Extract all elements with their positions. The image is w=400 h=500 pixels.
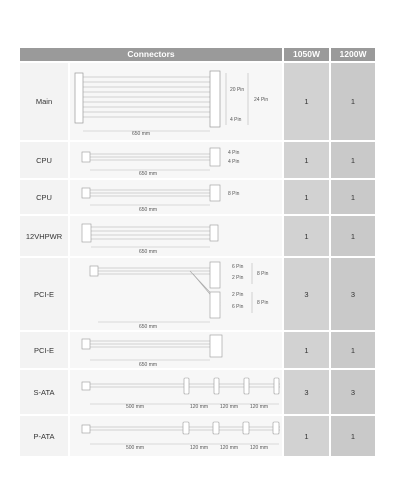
pcie-single-cable-svg — [70, 332, 282, 368]
pin-label: 2 Pin — [232, 292, 244, 298]
count-1050w: 1 — [284, 332, 329, 368]
cable-diagram — [70, 180, 282, 214]
cable-diagram — [70, 416, 282, 456]
pin-label: 4 Pin — [228, 159, 240, 165]
segment-label: 120 mm — [190, 445, 209, 451]
pin-label: 4 Pin — [228, 150, 240, 156]
row-label: CPU — [20, 180, 68, 214]
length-label: 650 mm — [132, 131, 151, 137]
count-1200w: 1 — [331, 416, 375, 456]
row-main — [20, 63, 375, 140]
length-label: 650 mm — [139, 171, 158, 177]
count-1200w: 1 — [331, 63, 375, 140]
pin-label: 2 Pin — [232, 275, 244, 281]
pin-label: 6 Pin — [232, 264, 244, 270]
header-1050w: 1050W — [284, 48, 329, 61]
total-pin-label: 24 Pin — [254, 97, 269, 103]
cable-diagram — [70, 63, 282, 140]
count-1200w: 1 — [331, 216, 375, 256]
cable-diagram — [70, 142, 282, 178]
count-1200w: 1 — [331, 332, 375, 368]
connector-right — [210, 71, 220, 127]
segment-label: 120 mm — [220, 404, 239, 410]
connector-left — [75, 73, 83, 123]
row-label: 12VHPWR — [20, 216, 68, 256]
count-1200w: 1 — [331, 142, 375, 178]
count-1050w: 1 — [284, 180, 329, 214]
cable-diagram — [70, 258, 282, 330]
row-cpu-4-4 — [20, 142, 375, 178]
count-1050w: 1 — [284, 216, 329, 256]
segment-label: 120 mm — [250, 445, 269, 451]
12vhpwr-cable-svg — [70, 216, 282, 256]
count-1050w: 1 — [284, 63, 329, 140]
row-label: P-ATA — [20, 416, 68, 456]
segment-label: 500 mm — [126, 404, 145, 410]
count-1200w: 1 — [331, 180, 375, 214]
length-label: 650 mm — [139, 207, 158, 213]
count-1050w: 3 — [284, 370, 329, 414]
row-cpu-8 — [20, 180, 375, 214]
length-label: 650 mm — [139, 324, 158, 330]
segment-label: 120 mm — [190, 404, 209, 410]
count-1050w: 3 — [284, 258, 329, 330]
segment-label: 120 mm — [250, 404, 269, 410]
row-label: PCI-E — [20, 332, 68, 368]
cpu-cable-svg — [70, 142, 282, 178]
cable-diagram — [70, 370, 282, 414]
sata-cable-svg — [70, 370, 282, 414]
group-label: 8 Pin — [257, 271, 269, 277]
count-1200w: 3 — [331, 258, 375, 330]
header-connectors: Connectors — [20, 48, 282, 61]
row-pcie-single — [20, 332, 375, 368]
row-label: PCI-E — [20, 258, 68, 330]
header-1200w: 1200W — [331, 48, 375, 61]
pin-label: 6 Pin — [232, 304, 244, 310]
row-label: S-ATA — [20, 370, 68, 414]
count-1050w: 1 — [284, 142, 329, 178]
main-cable-svg — [70, 63, 282, 140]
segment-label: 500 mm — [126, 445, 145, 451]
segment-label: 120 mm — [220, 445, 239, 451]
group-label: 8 Pin — [257, 300, 269, 306]
cable-diagram — [70, 216, 282, 256]
row-pata — [20, 416, 375, 456]
count-1050w: 1 — [284, 416, 329, 456]
length-label: 650 mm — [139, 362, 158, 368]
pin-label: 4 Pin — [230, 117, 242, 123]
pata-cable-svg — [70, 416, 282, 456]
cable-diagram — [70, 332, 282, 368]
pin-label: 20 Pin — [230, 87, 245, 93]
length-label: 650 mm — [139, 249, 158, 255]
row-label: Main — [20, 63, 68, 140]
pcie-dual-cable-svg — [70, 258, 282, 330]
cpu8-cable-svg — [70, 180, 282, 214]
row-label: CPU — [20, 142, 68, 178]
row-pcie-dual — [20, 258, 375, 330]
row-sata — [20, 370, 375, 414]
count-1200w: 3 — [331, 370, 375, 414]
pin-label: 8 Pin — [228, 191, 240, 197]
row-12vhpwr — [20, 216, 375, 256]
